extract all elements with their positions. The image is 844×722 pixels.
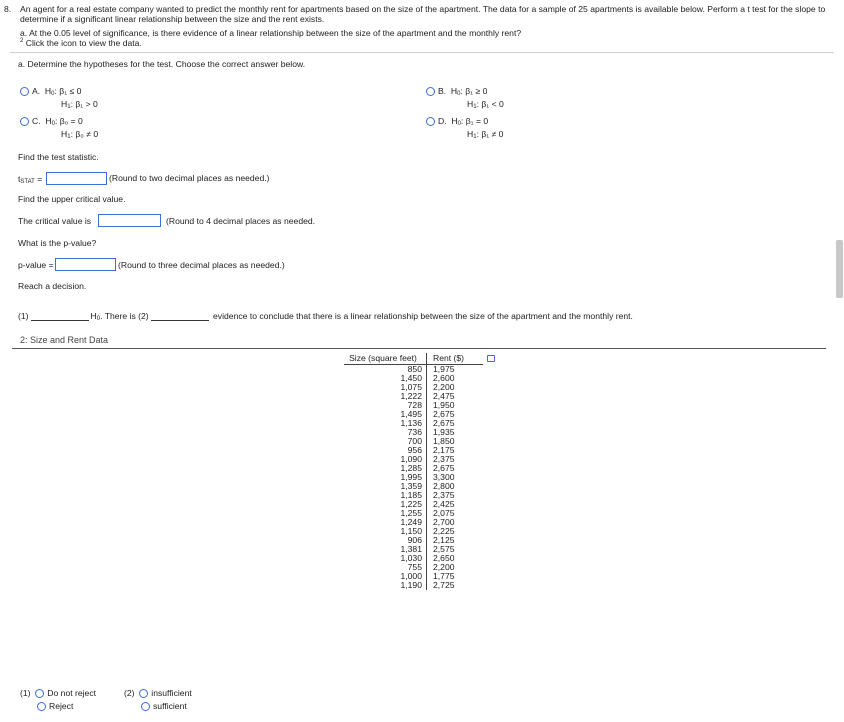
- option-a-h0: β₁ ≤ 0: [59, 86, 82, 96]
- rent-cell: 1,775: [433, 571, 455, 581]
- size-cell: 1,000: [344, 572, 427, 581]
- rent-cell: 2,375: [433, 454, 455, 464]
- size-cell: 700: [344, 437, 427, 446]
- tstat-eq: =: [37, 174, 43, 184]
- size-cell: 1,190: [344, 581, 427, 590]
- critical-value-input[interactable]: [98, 214, 161, 227]
- rent-cell: 2,375: [433, 490, 455, 500]
- blank-1[interactable]: [31, 320, 89, 321]
- option-b[interactable]: B. H0: β₁ ≥ 0 H1: β₁ < 0: [426, 86, 504, 110]
- question-part-a: a. At the 0.05 level of significance, is there evidence of a linear relationship between the size of the apartment and the monthly rent?: [20, 28, 522, 38]
- h0-label: H: [451, 116, 458, 126]
- option-d-h1: β₁ ≠ 0: [481, 129, 504, 139]
- rent-cell: 2,425: [433, 499, 455, 509]
- size-cell: 755: [344, 563, 427, 572]
- option-sufficient[interactable]: sufficient: [153, 701, 187, 712]
- rent-cell: 2,725: [433, 580, 455, 590]
- decision-label: Reach a decision.: [18, 281, 87, 291]
- col-size-header: Size (square feet): [344, 353, 427, 365]
- crit-note: (Round to 4 decimal places as needed.: [166, 216, 316, 226]
- find-stat-label: Find the test statistic.: [18, 152, 99, 162]
- sentence-end: evidence to conclude that there is a linear relationship between the size of the apartment and the monthly rent.: [213, 311, 633, 321]
- rent-cell: 2,650: [433, 553, 455, 563]
- size-cell: 1,381: [344, 545, 427, 554]
- rent-cell: 2,200: [433, 562, 455, 572]
- decision-sentence: (1) H0. There is (2) evidence to conclude that there is a linear relationship between the size of the apartment and the monthly rent.: [18, 311, 633, 322]
- radio-a[interactable]: [20, 87, 29, 96]
- question-intro-line2: determine if a significant linear relationship between the size and the rent exists.: [20, 14, 325, 24]
- option-b-h0: β₁ ≥ 0: [465, 86, 488, 96]
- blank-1-label: (1): [18, 311, 29, 321]
- task-prompt: a. Determine the hypotheses for the test. Choose the correct answer below.: [18, 59, 306, 69]
- blank-2[interactable]: [151, 320, 209, 321]
- option-d-letter: D.: [438, 116, 447, 126]
- copy-data-icon[interactable]: [487, 355, 495, 362]
- rent-cell: 2,675: [433, 409, 455, 419]
- divider: [10, 52, 834, 53]
- option-c-h0: β₀ = 0: [59, 116, 83, 126]
- answer-group-2: [124, 688, 192, 711]
- radio-d[interactable]: [426, 117, 435, 126]
- pvalue-input[interactable]: [55, 258, 116, 271]
- size-cell: 906: [344, 536, 427, 545]
- size-cell: 1,090: [344, 455, 427, 464]
- size-cell: 1,225: [344, 500, 427, 509]
- option-a-letter: A.: [32, 86, 41, 96]
- group2-label: (2): [124, 688, 135, 698]
- option-c-letter: C.: [32, 116, 41, 126]
- h0-label: H: [45, 116, 52, 126]
- data-link[interactable]: [20, 38, 142, 48]
- option-a[interactable]: A. H0: β₁ ≤ 0 H1: β₁ > 0: [20, 86, 98, 110]
- option-reject[interactable]: Reject: [49, 701, 74, 712]
- option-d-h0: β₁ = 0: [465, 116, 489, 126]
- find-crit-label: Find the upper critical value.: [18, 194, 126, 204]
- rent-cell: 2,800: [433, 481, 455, 491]
- radio-reject[interactable]: [37, 702, 46, 711]
- size-cell: 1,150: [344, 527, 427, 536]
- size-cell: 850: [344, 365, 427, 375]
- option-c[interactable]: C. H0: β₀ = 0 H1: β₀ ≠ 0: [20, 116, 98, 140]
- data-section-rule: [12, 348, 826, 349]
- size-cell: 736: [344, 428, 427, 437]
- question-intro-line1: An agent for a real estate company wanted to predict the monthly rent for apartments based on the size of the apartment. The data for a sample of 25 apartments is available below. Perform a t test for the slope to: [20, 4, 826, 14]
- size-cell: 1,075: [344, 383, 427, 392]
- radio-b[interactable]: [426, 87, 435, 96]
- h1-label: H: [467, 99, 474, 109]
- size-cell: 956: [344, 446, 427, 455]
- size-cell: 1,222: [344, 392, 427, 401]
- option-d[interactable]: D. H0: β₁ = 0 H1: β₁ ≠ 0: [426, 116, 503, 140]
- footnote-marker: 2: [20, 38, 24, 45]
- radio-c[interactable]: [20, 117, 29, 126]
- table-row: [344, 581, 483, 590]
- sentence-mid: . There is (2): [100, 311, 149, 321]
- col-rent-header: Rent ($): [427, 353, 484, 365]
- size-cell: 728: [344, 401, 427, 410]
- tstat-input[interactable]: [46, 172, 107, 185]
- option-do-not-reject[interactable]: Do not reject: [47, 688, 97, 698]
- h0-label: H: [450, 86, 458, 96]
- size-cell: 1,450: [344, 374, 427, 383]
- option-b-letter: B.: [438, 86, 447, 96]
- click-note[interactable]: Click the icon to view the data.: [25, 38, 142, 48]
- option-b-h1: β₁ < 0: [481, 99, 504, 109]
- rent-cell: 1,975: [433, 364, 455, 374]
- option-c-h1: β₀ ≠ 0: [75, 129, 99, 139]
- tstat-sub: STAT: [20, 179, 35, 185]
- size-cell: 1,136: [344, 419, 427, 428]
- size-cell: 1,030: [344, 554, 427, 563]
- h0-label: H: [44, 86, 52, 96]
- crit-label: The critical value is: [18, 216, 92, 226]
- rent-cell: 2,475: [433, 391, 455, 401]
- rent-cell: 2,675: [433, 418, 455, 428]
- size-cell: 1,185: [344, 491, 427, 500]
- rent-cell: 2,675: [433, 463, 455, 473]
- rent-cell: 2,225: [433, 526, 455, 536]
- size-cell: 1,995: [344, 473, 427, 482]
- question-number: 8.: [4, 4, 12, 14]
- radio-do-not-reject[interactable]: [35, 689, 44, 698]
- size-cell: 1,495: [344, 410, 427, 419]
- data-section-title: 2: Size and Rent Data: [20, 335, 109, 345]
- radio-insufficient[interactable]: [139, 689, 148, 698]
- rent-cell: 1,935: [433, 427, 455, 437]
- data-table: [344, 353, 483, 590]
- option-insufficient[interactable]: insufficient: [151, 688, 192, 698]
- size-cell: 1,249: [344, 518, 427, 527]
- rent-cell: 2,575: [433, 544, 455, 554]
- rent-cell: 2,125: [433, 535, 455, 545]
- rent-cell: 3,300: [433, 472, 455, 482]
- scrollbar-thumb[interactable]: [836, 240, 843, 298]
- answer-group-1: [20, 688, 96, 711]
- size-cell: 1,285: [344, 464, 427, 473]
- pvalue-note: (Round to three decimal places as needed.): [118, 260, 285, 270]
- rent-cell: 1,850: [433, 436, 455, 446]
- data-table-wrap: [344, 353, 483, 590]
- h1-label: H: [467, 129, 474, 139]
- sentence-h: H: [90, 311, 97, 321]
- rent-cell: 2,700: [433, 517, 455, 527]
- tstat-label: [18, 174, 42, 185]
- rent-cell: 2,175: [433, 445, 455, 455]
- option-a-h1: β₁ > 0: [75, 99, 98, 109]
- rent-cell: 2,075: [433, 508, 455, 518]
- size-cell: 1,359: [344, 482, 427, 491]
- radio-sufficient[interactable]: [141, 702, 150, 711]
- rent-cell: 1,950: [433, 400, 455, 410]
- size-cell: 1,255: [344, 509, 427, 518]
- h1-label: H: [61, 129, 68, 139]
- pvalue-label: p-value =: [18, 260, 54, 270]
- h1-label: H: [61, 99, 68, 109]
- rent-cell: 2,200: [433, 382, 455, 392]
- tstat-t: t: [18, 174, 21, 184]
- pvalue-question: What is the p-value?: [18, 238, 97, 248]
- tstat-note: (Round to two decimal places as needed.): [109, 173, 270, 183]
- rent-cell: 2,600: [433, 373, 455, 383]
- group1-label: (1): [20, 688, 31, 698]
